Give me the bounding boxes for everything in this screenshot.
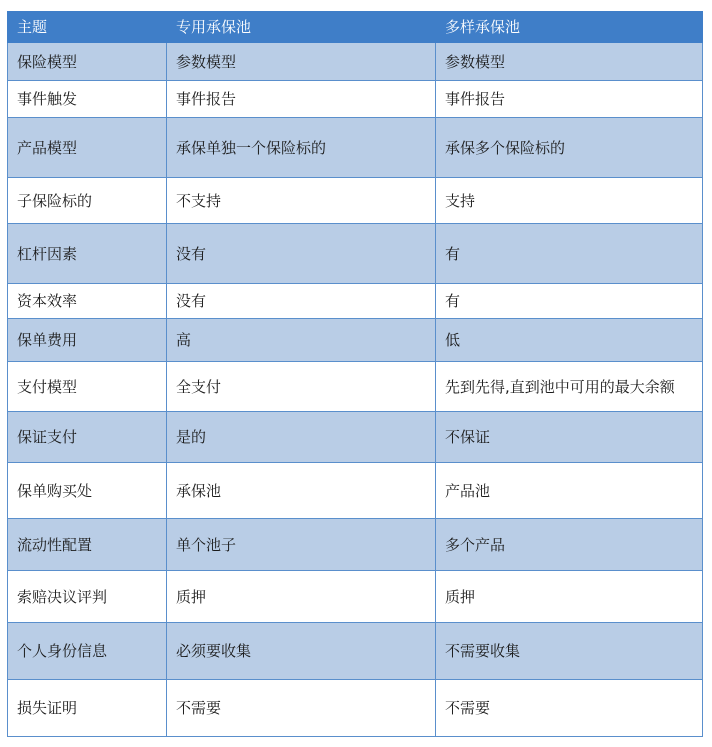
cell-topic: 保证支付 (8, 412, 167, 463)
cell-dedicated-pool: 事件报告 (167, 81, 436, 118)
cell-dedicated-pool: 高 (167, 319, 436, 362)
cell-dedicated-pool: 全支付 (167, 362, 436, 412)
table-row (8, 284, 703, 319)
header-diverse-pool: 多样承保池 (436, 12, 703, 43)
cell-topic: 事件触发 (8, 81, 167, 118)
table-row (8, 81, 703, 118)
cell-diverse-pool: 参数模型 (436, 43, 703, 81)
cell-dedicated-pool: 质押 (167, 571, 436, 623)
cell-topic: 损失证明 (8, 680, 167, 737)
table-row (8, 623, 703, 680)
cell-topic: 资本效率 (8, 284, 167, 319)
table-row (8, 43, 703, 81)
cell-dedicated-pool: 参数模型 (167, 43, 436, 81)
cell-dedicated-pool: 承保单独一个保险标的 (167, 118, 436, 178)
cell-topic: 子保险标的 (8, 178, 167, 224)
table-row (8, 571, 703, 623)
table-row (8, 319, 703, 362)
cell-dedicated-pool: 不需要 (167, 680, 436, 737)
table-row (8, 178, 703, 224)
header-topic: 主题 (8, 12, 167, 43)
cell-topic: 保单购买处 (8, 463, 167, 519)
cell-diverse-pool: 支持 (436, 178, 703, 224)
table-row (8, 680, 703, 737)
cell-topic: 索赔决议评判 (8, 571, 167, 623)
cell-dedicated-pool: 不支持 (167, 178, 436, 224)
table-header-row (8, 12, 703, 43)
cell-diverse-pool: 产品池 (436, 463, 703, 519)
cell-topic: 保单费用 (8, 319, 167, 362)
cell-topic: 流动性配置 (8, 519, 167, 571)
cell-diverse-pool: 承保多个保险标的 (436, 118, 703, 178)
cell-topic: 支付模型 (8, 362, 167, 412)
table-body (8, 43, 703, 737)
cell-dedicated-pool: 没有 (167, 284, 436, 319)
cell-dedicated-pool: 承保池 (167, 463, 436, 519)
cell-topic: 产品模型 (8, 118, 167, 178)
comparison-table (7, 11, 703, 737)
cell-diverse-pool: 有 (436, 284, 703, 319)
table-row (8, 519, 703, 571)
cell-dedicated-pool: 是的 (167, 412, 436, 463)
table-row (8, 118, 703, 178)
cell-dedicated-pool: 必须要收集 (167, 623, 436, 680)
cell-topic: 个人身份信息 (8, 623, 167, 680)
cell-diverse-pool: 质押 (436, 571, 703, 623)
cell-diverse-pool: 多个产品 (436, 519, 703, 571)
cell-diverse-pool: 不需要 (436, 680, 703, 737)
cell-diverse-pool: 不需要收集 (436, 623, 703, 680)
table-row (8, 463, 703, 519)
cell-diverse-pool: 先到先得,直到池中可用的最大余额 (436, 362, 703, 412)
cell-dedicated-pool: 单个池子 (167, 519, 436, 571)
table-row (8, 362, 703, 412)
cell-topic: 杠杆因素 (8, 224, 167, 284)
cell-dedicated-pool: 没有 (167, 224, 436, 284)
table-row (8, 224, 703, 284)
cell-diverse-pool: 有 (436, 224, 703, 284)
cell-topic: 保险模型 (8, 43, 167, 81)
table-row (8, 412, 703, 463)
cell-diverse-pool: 低 (436, 319, 703, 362)
cell-diverse-pool: 不保证 (436, 412, 703, 463)
header-dedicated-pool: 专用承保池 (167, 12, 436, 43)
cell-diverse-pool: 事件报告 (436, 81, 703, 118)
